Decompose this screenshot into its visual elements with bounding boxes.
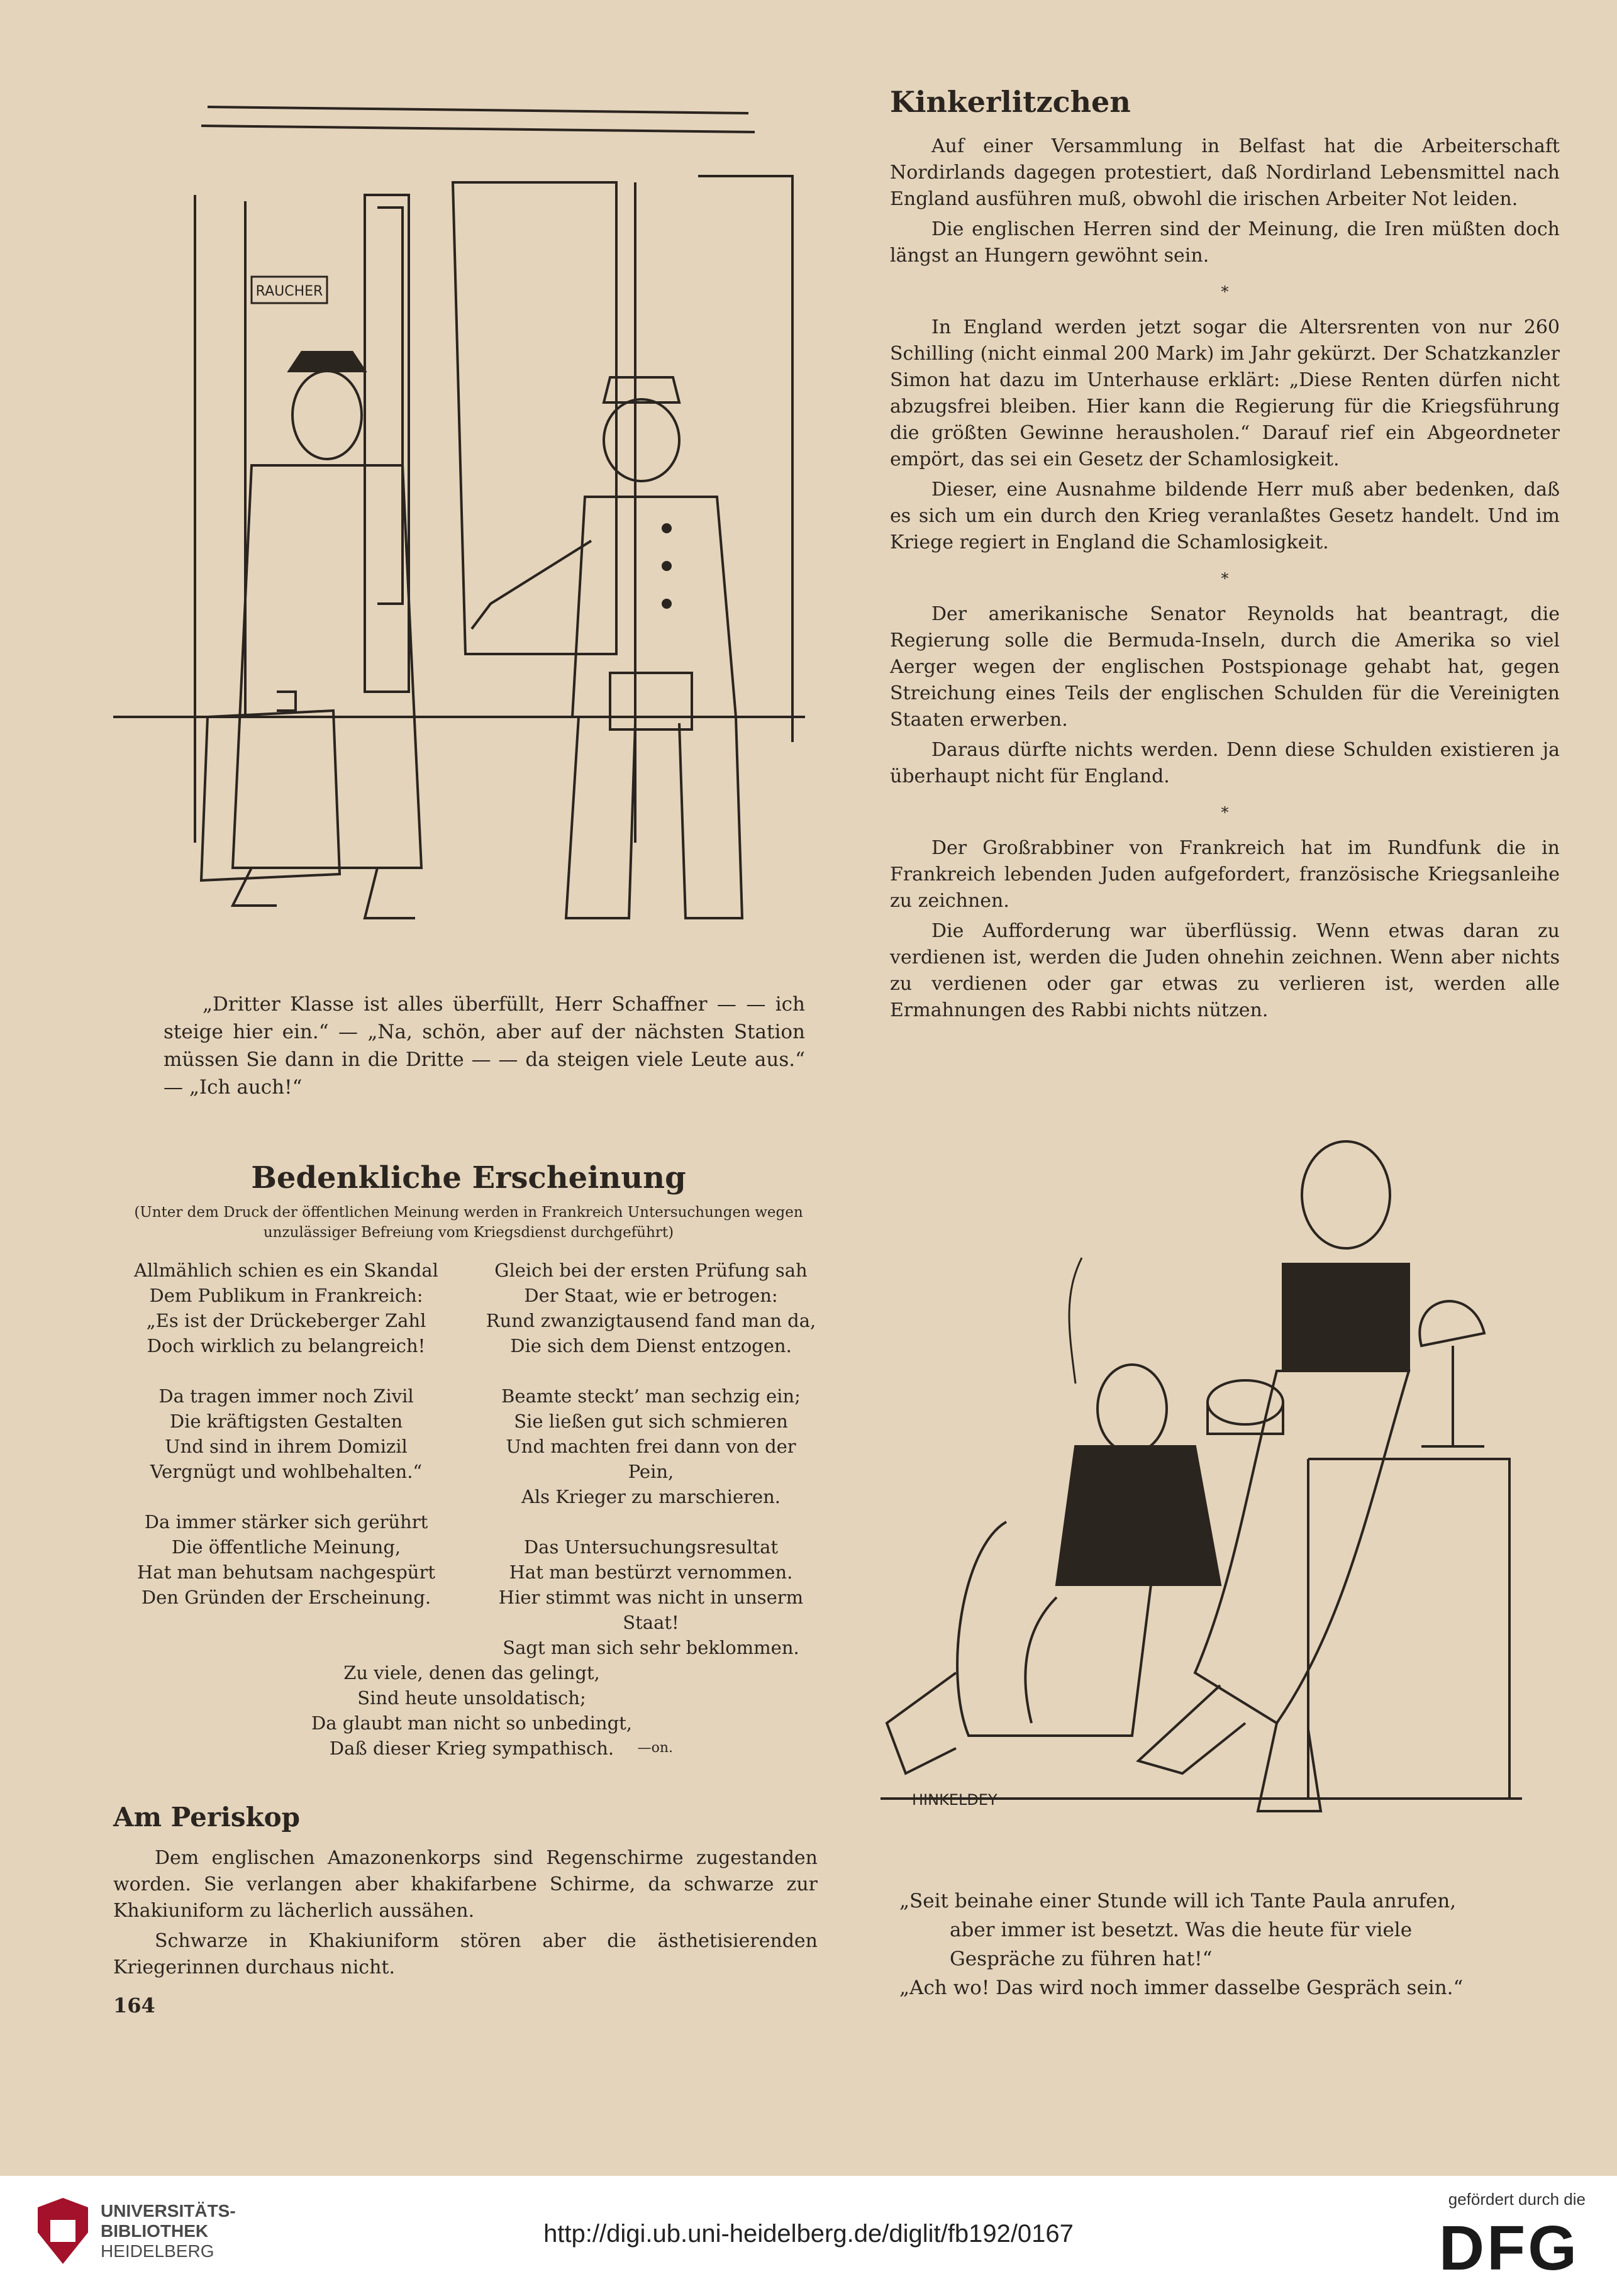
kinkerlitzchen-heading: Kinkerlitzchen bbox=[890, 85, 1131, 119]
verse-line: „Es ist der Drückeberger Zahl bbox=[146, 1310, 426, 1331]
verse-line: Beamte steckt’ man sechzig ein; bbox=[501, 1385, 801, 1407]
paragraph: Der amerikanische Senator Reynolds hat beantragt, die Regierung solle die Bermuda-Inseln, durch die Amerika so viel Aerger wegen der englischen Postspionage gehabt hat, gegen Streichung eines Teils der englischen Schulden für die Vereinigten Staaten erwerben. bbox=[890, 603, 1560, 731]
verse-line: Und machten frei dann von der Pein, bbox=[506, 1436, 796, 1482]
raucher-sign: RAUCHER bbox=[255, 284, 323, 299]
source-url-link[interactable]: http://digi.ub.uni-heidelberg.de/diglit/fb192/0167 bbox=[543, 2220, 1074, 2248]
caption-line: aber immer ist besetzt. Was die heute für viele bbox=[950, 1919, 1413, 1941]
verse-line: Den Gründen der Erscheinung. bbox=[141, 1587, 431, 1608]
verse-right-column bbox=[484, 1258, 818, 1660]
author-signature: —on. bbox=[637, 1740, 673, 1756]
verse-line: Hier stimmt was nicht in unserm Staat! bbox=[498, 1587, 804, 1633]
conductor-cartoon-illustration bbox=[113, 88, 805, 956]
library-name-line: HEIDELBERG bbox=[101, 2241, 214, 2261]
periskop-heading: Am Periskop bbox=[113, 1802, 301, 1833]
verse-line: Gleich bei der ersten Prüfung sah bbox=[494, 1260, 808, 1281]
verse-line: Sagt man sich sehr beklommen. bbox=[503, 1637, 799, 1658]
verse-line: Die öffentliche Meinung, bbox=[171, 1536, 401, 1558]
verse-line: Hat man bestürzt vernommen. bbox=[509, 1561, 793, 1583]
verse-line: Und sind in ihrem Domizil bbox=[165, 1436, 408, 1457]
paragraph: Schwarze in Khakiuniform stören aber die ästhetisierenden Kriegerinnen durchaus nicht. bbox=[113, 1930, 818, 1978]
separator: * bbox=[1221, 570, 1229, 587]
verse-line: Dem Publikum in Frankreich: bbox=[149, 1285, 423, 1306]
library-name-line: UNIVERSITÄTS- bbox=[101, 2201, 236, 2221]
verse-line: Die sich dem Dienst entzogen. bbox=[510, 1335, 792, 1356]
verse-line: Daß dieser Krieg sympathisch. bbox=[329, 1738, 614, 1759]
stanza bbox=[119, 1509, 453, 1610]
cartoon1-caption-text: „Dritter Klasse ist alles überfüllt, Herr Schaffner — — ich steige hier ein.“ — „Na, schön, aber auf der nächsten Station müssen Sie dann in die Dritte — — da steigen viele Leute aus.“ — „Ich auch!“ bbox=[164, 993, 805, 1099]
verse-line: Da tragen immer noch Zivil bbox=[158, 1385, 414, 1407]
verse-last-line-wrap bbox=[270, 1736, 673, 1761]
paragraph: Der Großrabbiner von Frankreich hat im Rundfunk die in Frankreich lebenden Juden aufgefordert, französische Kriegsanleihe zu zeichnen. bbox=[890, 837, 1560, 912]
verse-line: Der Staat, wie er betrogen: bbox=[524, 1285, 778, 1306]
stanza bbox=[484, 1534, 818, 1660]
verse-line: Rund zwanzigtausend fand man da, bbox=[486, 1310, 816, 1331]
caption-line: „Ach wo! Das wird noch immer dasselbe Gespräch sein.“ bbox=[899, 1977, 1464, 1999]
periskop-section bbox=[113, 1799, 818, 1985]
verse-line: Als Krieger zu marschieren. bbox=[521, 1486, 781, 1507]
verse-line: Vergnügt und wohlbehalten.“ bbox=[150, 1461, 423, 1482]
caption-line: „Seit beinahe einer Stunde will ich Tante Paula anrufen, bbox=[899, 1890, 1457, 1912]
paragraph: Daraus dürfte nichts werden. Denn diese Schulden existieren ja überhaupt nicht für England. bbox=[890, 739, 1560, 787]
verse-line: Die kräftigsten Gestalten bbox=[169, 1411, 403, 1432]
verse-line: Hat man behutsam nachgespürt bbox=[136, 1561, 435, 1583]
verse-line: Sie ließen gut sich schmieren bbox=[514, 1411, 788, 1432]
verse-line: Das Untersuchungsresultat bbox=[523, 1536, 779, 1558]
cartoon2-caption bbox=[899, 1887, 1528, 2002]
bedenkliche-subheading: (Unter dem Druck der öffentlichen Meinung werden in Frankreich Untersuchungen wegen unzulässiger Befreiung vom Kriegsdienst durchgeführt) bbox=[134, 1204, 803, 1241]
bedenkliche-heading: Bedenkliche Erscheinung bbox=[251, 1160, 686, 1195]
caption-line: Gespräche zu führen hat!“ bbox=[950, 1948, 1213, 1970]
verse-final-stanza bbox=[270, 1660, 673, 1761]
verse-line: Zu viele, denen das gelingt, bbox=[343, 1662, 600, 1683]
dfg-logo: DFG bbox=[1438, 2213, 1579, 2283]
verse-line: Da immer stärker sich gerührt bbox=[144, 1511, 428, 1533]
digitization-footer bbox=[0, 2176, 1617, 2296]
verse-line: Allmählich schien es ein Skandal bbox=[134, 1260, 438, 1281]
artist-signature: HINKELDEY bbox=[912, 1791, 997, 1809]
paragraph: In England werden jetzt sogar die Altersrenten von nur 260 Schilling (nicht einmal 200 Mark) im Jahr gekürzt. Der Schatzkanzler Simon hat dazu im Unterhause erklärt: „Diese Renten dürfen nicht abzugsfrei bleiben. Hier kann die Regierung für die Kriegsführung die größten Gewinne herausholen.“ Darauf rief ein Abgeordneter empört, das sei ein Gesetz der Schamlosigkeit. bbox=[890, 316, 1560, 470]
stanza bbox=[119, 1258, 453, 1358]
paragraph: Dem englischen Amazonenkorps sind Regenschirme zugestanden worden. Sie verlangen aber khakifarbene Schirme, da schwarze zur Khakiuniform zu lächerlich aussähen. bbox=[113, 1847, 818, 1922]
separator: * bbox=[1221, 804, 1229, 821]
telephone-cartoon-illustration bbox=[868, 1107, 1535, 1836]
kinkerlitzchen-section bbox=[890, 82, 1560, 1028]
paragraph: Die englischen Herren sind der Meinung, die Iren müßten doch längst an Hungern gewöhnt sein. bbox=[890, 218, 1560, 267]
separator: * bbox=[1221, 283, 1229, 301]
paragraph: Auf einer Versammlung in Belfast hat die Arbeiterschaft Nordirlands dagegen protestiert, daß Nordirland Lebensmittel nach England ausführen muß, obwohl die irischen Arbeiter Not leiden. bbox=[890, 135, 1560, 210]
stanza bbox=[119, 1384, 453, 1484]
funding-note: gefördert durch die bbox=[1448, 2190, 1586, 2209]
verse-left-column bbox=[119, 1258, 453, 1610]
library-name-line: BIBLIOTHEK bbox=[101, 2221, 209, 2241]
stanza bbox=[484, 1258, 818, 1358]
paragraph: Dieser, eine Ausnahme bildende Herr muß aber bedenken, daß es sich um ein durch den Krieg veranlaßtes Gesetz handelt. Und im Kriege regiert in England die Schamlosigkeit. bbox=[890, 479, 1560, 553]
verse-line: Sind heute unsoldatisch; bbox=[357, 1687, 586, 1709]
verse-line: Da glaubt man nicht so unbedingt, bbox=[311, 1712, 633, 1734]
bedenkliche-section bbox=[113, 1157, 824, 1243]
paragraph: Die Aufforderung war überflüssig. Wenn etwas daran zu verdienen ist, werden die Juden ohnehin zeichnen. Wenn aber nichts zu verdienen oder gar etwas zu verlieren ist, werden alle Ermahnungen des Rabbi nichts nützen. bbox=[890, 920, 1560, 1021]
verse-line: Doch wirklich zu belangreich! bbox=[147, 1335, 426, 1356]
stanza bbox=[484, 1384, 818, 1509]
cartoon1-caption bbox=[164, 990, 805, 1101]
page-number: 164 bbox=[113, 1994, 155, 2017]
